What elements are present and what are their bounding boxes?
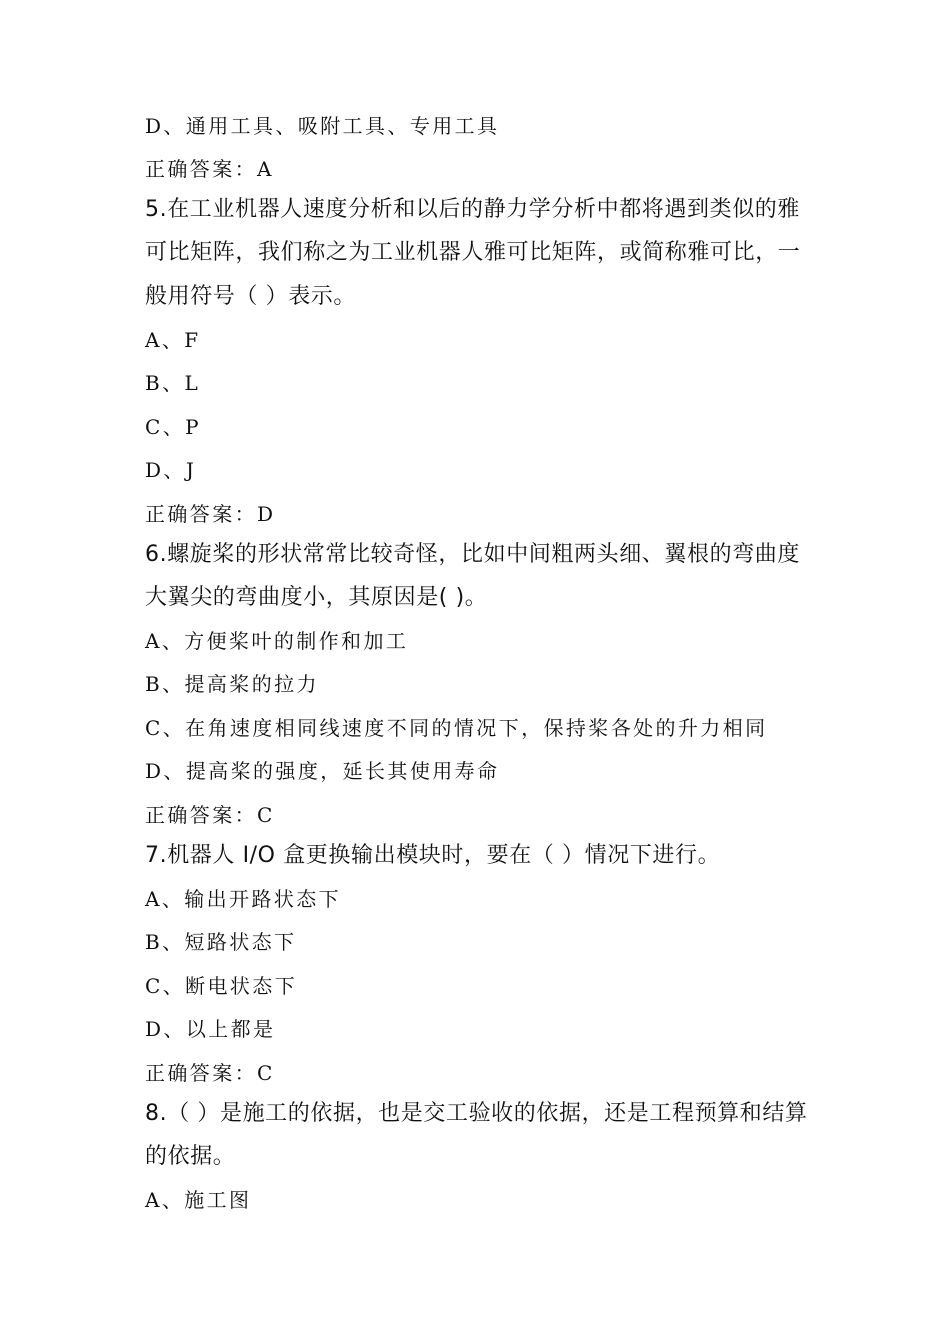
question-5-line-1: 5.在工业机器人速度分析和以后的静力学分析中都将遇到类似的雅 bbox=[145, 197, 800, 222]
option-q4-d: D、通用工具、吸附工具、专用工具 bbox=[145, 114, 500, 138]
question-5-line-2: 可比矩阵，我们称之为工业机器人雅可比矩阵，或简称雅可比，一 bbox=[145, 240, 801, 265]
option-q7-d: D、以上都是 bbox=[145, 1017, 276, 1041]
question-6-line-2: 大翼尖的弯曲度小，其原因是( )。 bbox=[145, 585, 488, 610]
question-7-line-1: 7.机器人 I/O 盒更换输出模块时，要在（ ）情况下进行。 bbox=[145, 843, 721, 868]
option-q6-a: A、方便桨叶的制作和加工 bbox=[145, 629, 409, 653]
question-5-line-3: 般用符号（ ）表示。 bbox=[145, 284, 356, 309]
answer-q6: 正确答案：C bbox=[145, 803, 275, 827]
question-6-line-1: 6.螺旋桨的形状常常比较奇怪，比如中间粗两头细、翼根的弯曲度 bbox=[145, 542, 800, 567]
answer-q7: 正确答案：C bbox=[145, 1061, 275, 1085]
option-q5-a: A、F bbox=[145, 328, 201, 352]
option-q5-b: B、L bbox=[145, 371, 201, 395]
option-q5-c: C、P bbox=[145, 415, 201, 439]
question-8-line-2: 的依据。 bbox=[145, 1144, 236, 1169]
option-q6-c: C、在角速度相同线速度不同的情况下，保持桨各处的升力相同 bbox=[145, 716, 768, 740]
option-q6-d: D、提高桨的强度，延长其使用寿命 bbox=[145, 759, 500, 783]
option-q7-b: B、短路状态下 bbox=[145, 930, 297, 954]
option-q7-a: A、输出开路状态下 bbox=[145, 887, 342, 911]
option-q8-a: A、施工图 bbox=[145, 1188, 252, 1212]
option-q7-c: C、断电状态下 bbox=[145, 974, 298, 998]
option-q6-b: B、提高桨的拉力 bbox=[145, 672, 319, 696]
option-q5-d: D、J bbox=[145, 458, 197, 482]
answer-q4: 正确答案：A bbox=[145, 157, 274, 181]
question-8-line-1: 8.（ ）是施工的依据，也是交工验收的依据，还是工程预算和结算 bbox=[145, 1101, 808, 1126]
answer-q5: 正确答案：D bbox=[145, 502, 276, 526]
